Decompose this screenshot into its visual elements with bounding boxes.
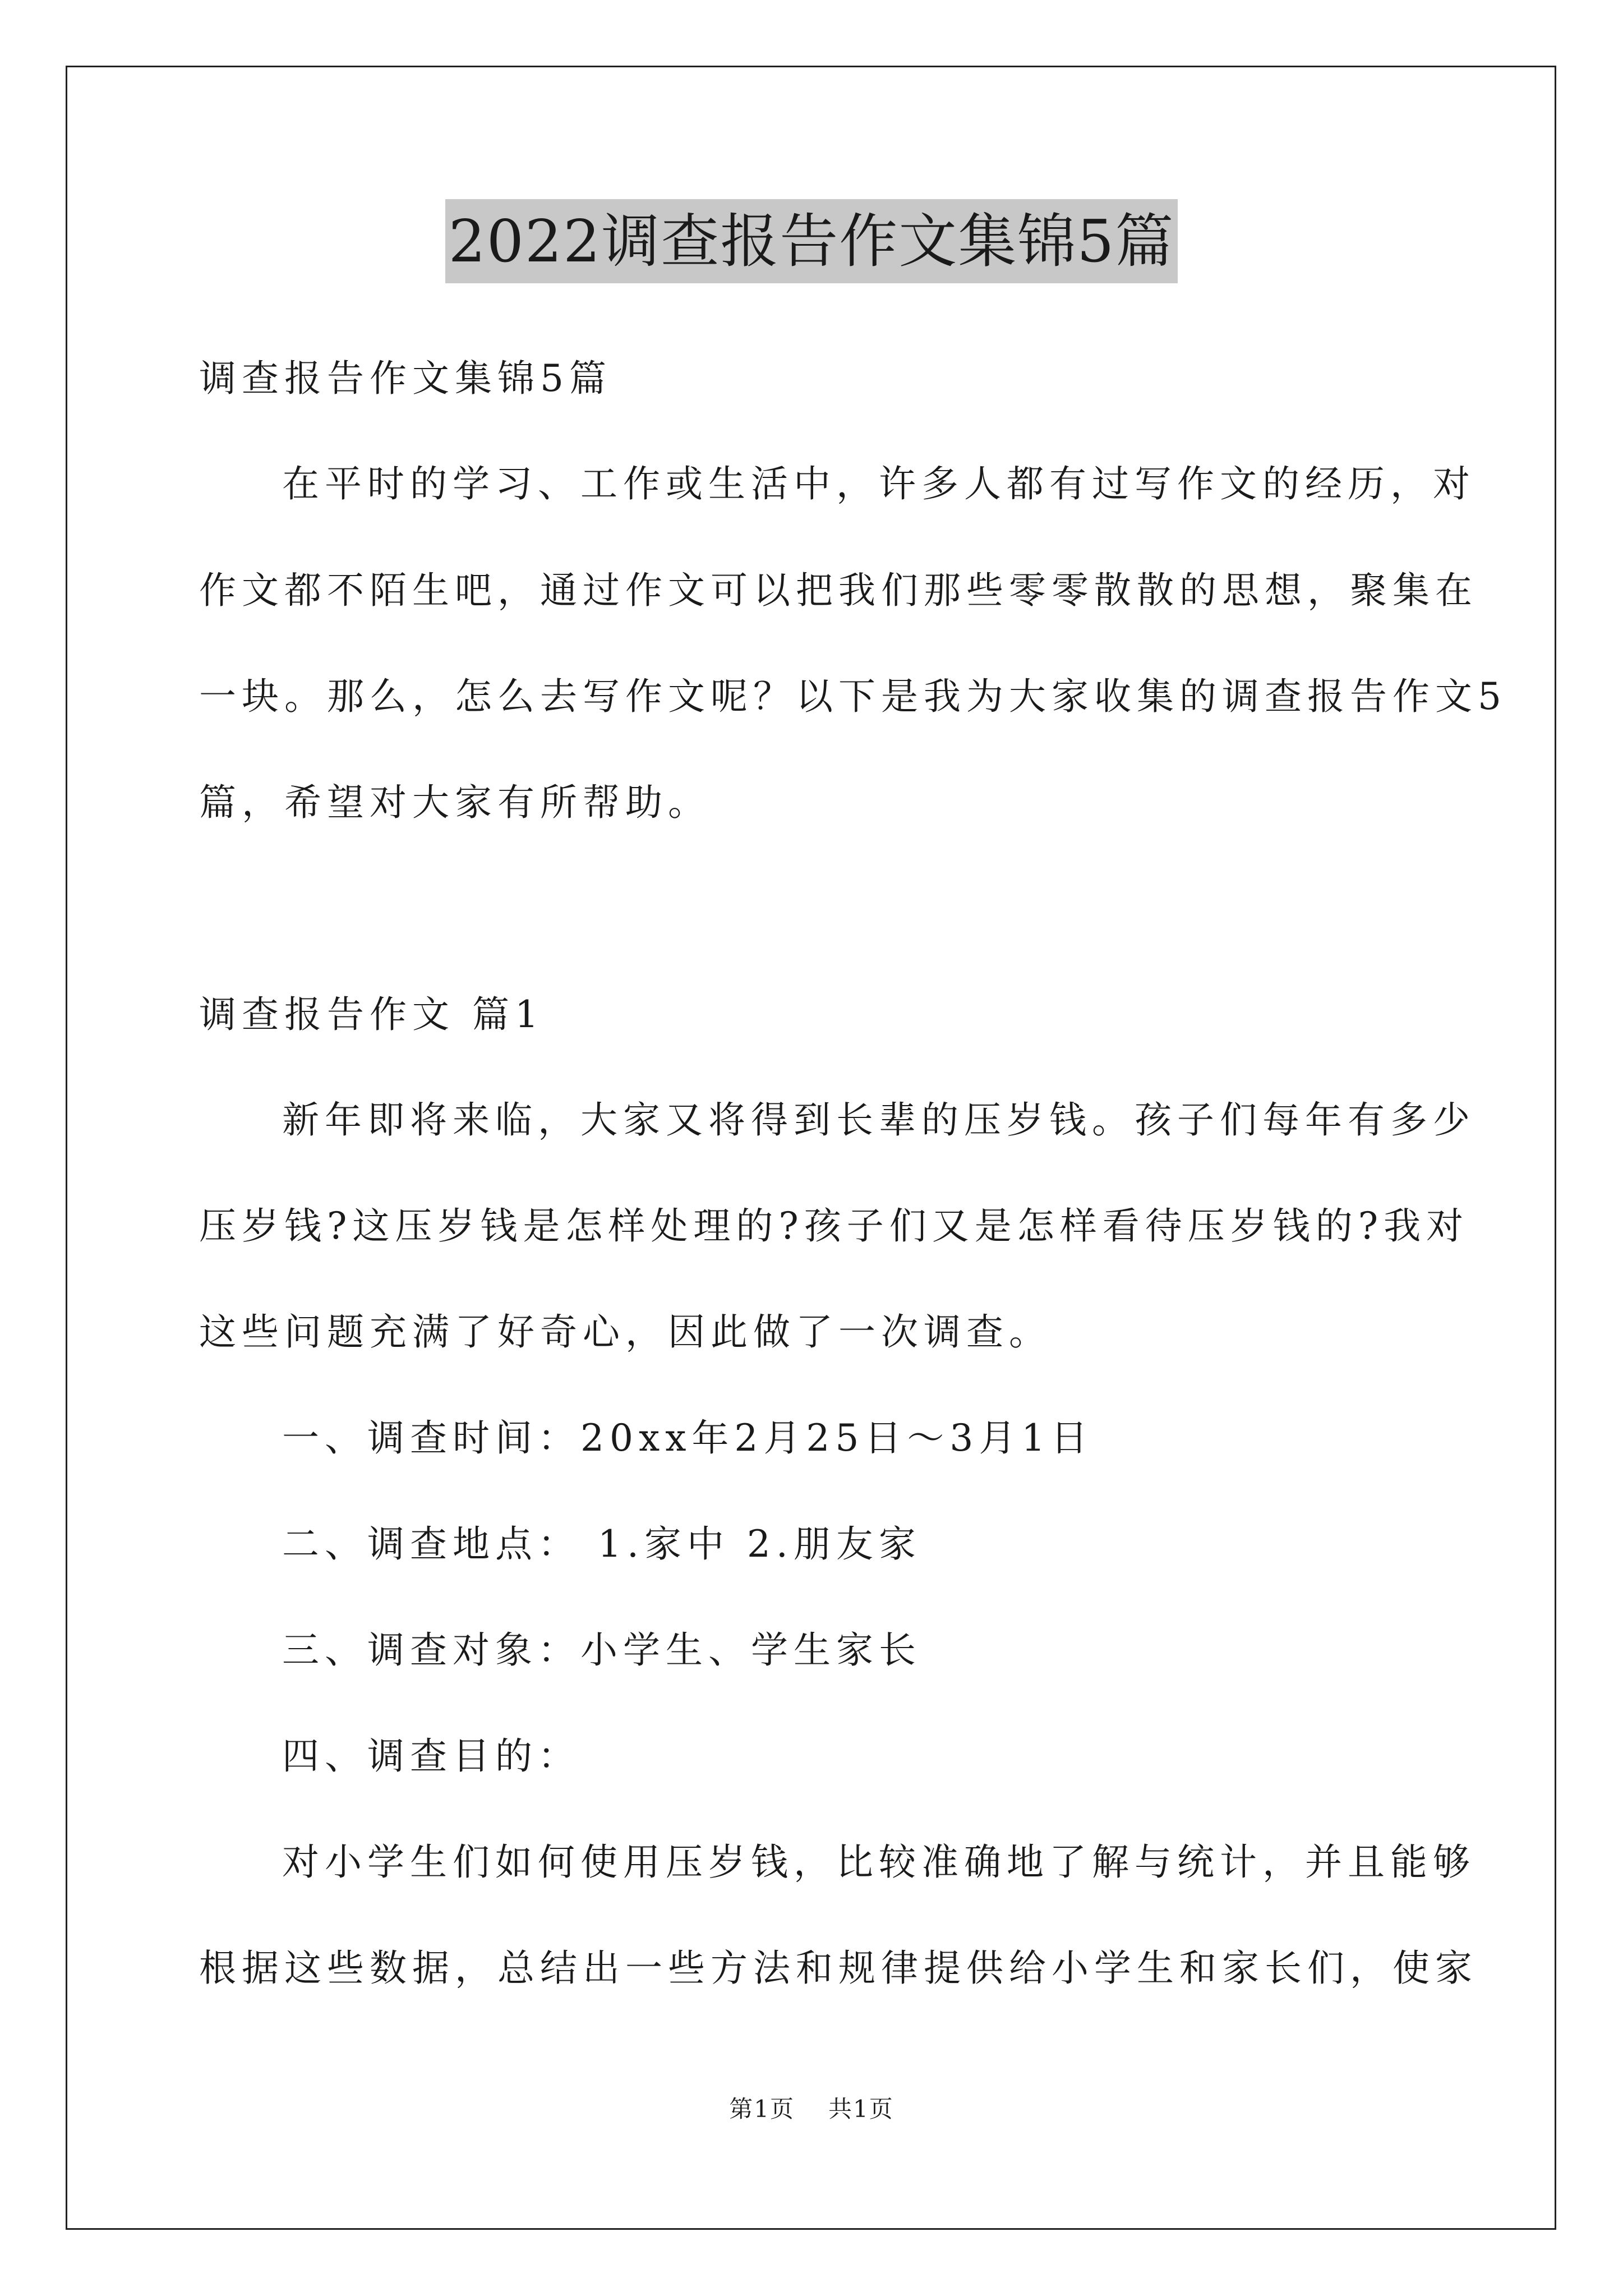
item-purpose: 四、调查目的： <box>282 1734 580 1778</box>
section-line-1: 新年即将来临，大家又将得到长辈的压岁钱。孩子们每年有多少 <box>282 1098 1476 1142</box>
section-heading: 调查报告作文 篇1 <box>199 993 544 1036</box>
section-line-2: 压岁钱?这压岁钱是怎样处理的?孩子们又是怎样看待压岁钱的?我对 <box>199 1204 1469 1248</box>
purpose-line-1: 对小学生们如何使用压岁钱，比较准确地了解与统计，并且能够 <box>282 1841 1476 1884</box>
intro-line-3: 一块。那么，怎么去写作文呢？以下是我为大家收集的调查报告作文5 <box>199 675 1507 718</box>
intro-line-1: 在平时的学习、工作或生活中，许多人都有过写作文的经历，对 <box>282 462 1476 505</box>
intro-line-4: 篇，希望对大家有所帮助。 <box>199 781 711 824</box>
page-footer <box>0 2092 1623 2126</box>
title-container <box>0 199 1623 283</box>
item-subjects: 三、调查对象：小学生、学生家长 <box>282 1628 921 1672</box>
intro-line-2: 作文都不陌生吧，通过作文可以把我们那些零零散散的思想，聚集在 <box>199 569 1478 612</box>
section-line-3: 这些问题充满了好奇心，因此做了一次调查。 <box>199 1310 1052 1354</box>
item-time: 一、调查时间：20xx年2月25日～3月1日 <box>282 1416 1094 1460</box>
page-number-total: 共1页 <box>828 2095 894 2123</box>
page-number-current: 第1页 <box>729 2095 795 2123</box>
item-location: 二、调查地点： 1.家中 2.朋友家 <box>282 1522 921 1566</box>
document-title: 2022调查报告作文集锦5篇 <box>445 199 1178 283</box>
subtitle: 调查报告作文集锦5篇 <box>199 357 612 400</box>
purpose-line-2: 根据这些数据，总结出一些方法和规律提供给小学生和家长们，使家 <box>199 1947 1478 1990</box>
